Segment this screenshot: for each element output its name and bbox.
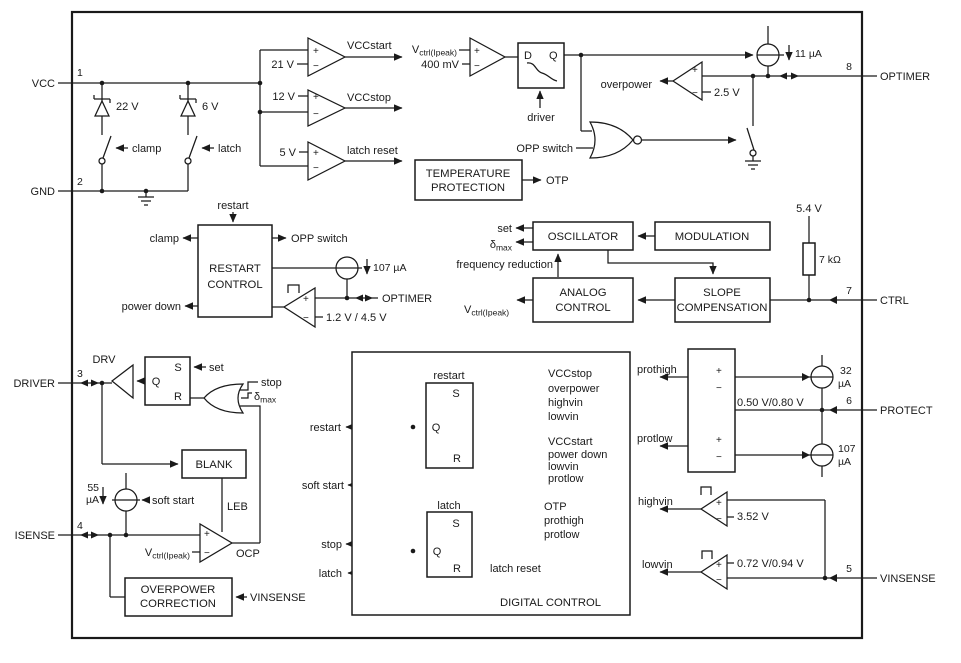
threshold-12v: 12 V	[272, 91, 295, 103]
slope-comp-line1: SLOPE	[703, 287, 741, 299]
svg-text:R: R	[453, 453, 461, 465]
s1-vccstop: VCCstop	[548, 368, 593, 380]
svg-text:−: −	[716, 575, 722, 586]
svg-text:−: −	[313, 163, 319, 174]
vccstop-label: VCCstop	[347, 92, 392, 104]
pin-number-7: 7	[846, 285, 852, 297]
dmax-in-label: $\delta_{max}$	[254, 391, 277, 405]
vccstart-label: VCCstart	[347, 40, 392, 52]
restart-in-label: restart	[217, 200, 249, 212]
r1-power-down: power down	[548, 449, 608, 461]
svg-text:R: R	[453, 563, 461, 575]
pin-number-3: 3	[77, 368, 83, 380]
analog-control-line2: CONTROL	[555, 302, 611, 314]
resistor-7k-label: 7 kΩ	[819, 254, 841, 266]
overpower-correction-line2: CORRECTION	[140, 598, 216, 610]
svg-text:+: +	[474, 46, 480, 57]
vctrl-ipeak-top-label: $V_{ctrl(Ipeak)}$	[411, 44, 457, 58]
restart-control-line1: RESTART	[209, 263, 261, 275]
current-107-label: 107	[838, 443, 856, 455]
pin-number-2: 2	[77, 176, 83, 188]
latch-reset-in-label: latch reset	[490, 563, 541, 575]
s1-lowvin: lowvin	[548, 411, 579, 423]
svg-text:S: S	[452, 518, 460, 530]
drv-latch-q: Q	[151, 376, 161, 388]
pin-optimer-label: OPTIMER	[880, 71, 931, 83]
s2-prothigh: prothigh	[544, 515, 584, 527]
optimer-net-label: OPTIMER	[382, 293, 433, 305]
svg-text:+: +	[313, 148, 319, 159]
drv-latch-r: R	[174, 391, 182, 403]
latch-out-label: latch	[318, 568, 342, 580]
latch-switch-label: latch	[218, 143, 242, 155]
slope-compensation-box	[675, 278, 770, 322]
flipflop-d-label: D	[524, 50, 532, 62]
svg-text:−: −	[313, 109, 319, 120]
drv-label: DRV	[92, 354, 116, 366]
supply-5v4-label: 5.4 V	[796, 203, 822, 215]
latch-latch-title: latch	[437, 500, 461, 512]
set-in-label: set	[209, 362, 224, 374]
svg-text:+: +	[313, 92, 319, 103]
clamp-switch-label: clamp	[132, 143, 162, 155]
pin-protect-label: PROTECT	[880, 405, 933, 417]
ref-400mv-label: 400 mV	[421, 59, 459, 71]
svg-text:+: +	[716, 560, 722, 571]
svg-text:−: −	[313, 61, 319, 72]
current-32ua-unit: µA	[838, 378, 852, 390]
svg-text:+: +	[204, 529, 210, 540]
svg-text:−: −	[474, 61, 480, 72]
driver-label: driver	[527, 112, 555, 124]
svg-text:+: +	[303, 294, 309, 305]
modulation-title: MODULATION	[674, 231, 750, 243]
current-32-label: 32	[840, 365, 852, 377]
vctrl-ipeak-analog-label: $V_{ctrl(Ipeak)}$	[464, 304, 510, 318]
vctrl-ipeak-ocp-label: $V_{ctrl(Ipeak)}$	[144, 547, 190, 561]
current-55ua-unit: µA	[85, 494, 99, 506]
pin-number-4: 4	[77, 520, 83, 532]
ocp-label: OCP	[236, 548, 260, 560]
opp-switch-out-label: OPP switch	[291, 233, 348, 245]
zener-6v-label: 6 V	[202, 101, 219, 113]
threshold-21v: 21 V	[271, 59, 294, 71]
pin-ctrl-label: CTRL	[880, 295, 909, 307]
zener-22v-label: 22 V	[116, 101, 139, 113]
latch-switch	[185, 158, 191, 164]
r1-lowvin: lowvin	[548, 461, 579, 473]
svg-text:+: +	[716, 435, 722, 446]
pin-vcc-label: VCC	[31, 78, 55, 90]
ref-2v5-label: 2.5 V	[714, 87, 740, 99]
svg-text:+: +	[692, 65, 698, 76]
pin-isense-label: ISENSE	[14, 530, 55, 542]
protect-comparator-box	[688, 349, 735, 472]
threshold-0v72-label: 0.72 V/0.94 V	[737, 558, 804, 570]
svg-text:+: +	[313, 46, 319, 57]
restart-control-line2: CONTROL	[207, 279, 263, 291]
soft-start-out-label: soft start	[301, 480, 344, 492]
oscillator-title: OSCILLATOR	[547, 231, 619, 243]
set-out-label: set	[497, 223, 512, 235]
pin-driver-label: DRIVER	[13, 378, 55, 390]
current-55-label: 55	[87, 482, 99, 494]
svg-text:Q: Q	[431, 422, 441, 434]
svg-text:−: −	[716, 383, 722, 394]
digital-control-title: DIGITAL CONTROL	[500, 597, 602, 609]
protlow-label: protlow	[637, 433, 673, 445]
s2-otp: OTP	[544, 501, 567, 513]
s1-highvin: highvin	[548, 397, 583, 409]
optimer-ground-switch	[750, 150, 756, 156]
overpower-correction-line1: OVERPOWER	[140, 584, 216, 596]
blank-title: BLANK	[195, 459, 233, 471]
temp-protection-line2: PROTECTION	[430, 182, 506, 194]
opp-switch-in-label: OPP switch	[516, 143, 573, 155]
clamp-out-label: clamp	[149, 233, 179, 245]
leb-label: LEB	[227, 501, 248, 513]
analog-control-line1: ANALOG	[559, 287, 607, 299]
threshold-3v52-label: 3.52 V	[737, 511, 769, 523]
latch-reset-label: latch reset	[347, 145, 398, 157]
current-11ua-label: 11 µA	[795, 48, 822, 60]
r1-protlow: protlow	[548, 473, 584, 485]
stop-out-label: stop	[321, 539, 342, 551]
svg-text:S: S	[452, 388, 460, 400]
highvin-label: highvin	[638, 496, 673, 508]
restart-out-label: restart	[309, 422, 341, 434]
resistor-7k	[803, 243, 815, 275]
pin-gnd-label: GND	[30, 186, 55, 198]
lowvin-label: lowvin	[642, 559, 673, 571]
flipflop-q-label: Q	[549, 50, 558, 62]
nor-bubble	[634, 136, 642, 144]
latch-sr-latch	[427, 512, 472, 577]
dmax-out-label: $\delta_{max}$	[489, 239, 512, 253]
svg-text:−: −	[204, 548, 210, 559]
r1-vccstart: VCCstart	[548, 436, 593, 448]
overpower-label: overpower	[600, 79, 652, 91]
protect-threshold-label: 0.50 V/0.80 V	[737, 397, 804, 409]
pin-number-5: 5	[846, 563, 852, 575]
restart-latch-title: restart	[433, 370, 465, 382]
s2-protlow: protlow	[544, 529, 580, 541]
stop-in-label: stop	[261, 377, 282, 389]
svg-text:−: −	[692, 88, 698, 99]
vinsense-in-label: VINSENSE	[250, 592, 306, 604]
temp-protection-line1: TEMPERATURE	[425, 168, 511, 180]
pin-vinsense-label: VINSENSE	[880, 573, 936, 585]
current-107ua-unit: µA	[838, 456, 852, 468]
svg-text:−: −	[303, 313, 309, 324]
otp-label: OTP	[546, 175, 569, 187]
analog-control-box	[533, 278, 633, 322]
svg-text:−: −	[716, 452, 722, 463]
soft-start-in-label: soft start	[152, 495, 195, 507]
frequency-reduction-label: frequency reduction	[456, 259, 553, 271]
svg-text:+: +	[716, 366, 722, 377]
threshold-5v: 5 V	[279, 147, 296, 159]
power-down-label: power down	[121, 301, 181, 313]
ref-1v2-4v5-label: 1.2 V / 4.5 V	[326, 312, 387, 324]
svg-text:+: +	[716, 498, 722, 509]
drv-latch-s: S	[174, 362, 182, 374]
svg-text:Q: Q	[432, 546, 442, 558]
pin-number-8: 8	[846, 61, 852, 73]
slope-comp-line2: COMPENSATION	[676, 302, 768, 314]
clamp-switch	[99, 158, 105, 164]
pin-number-6: 6	[846, 395, 852, 407]
prothigh-label: prothigh	[637, 364, 677, 376]
svg-text:−: −	[716, 514, 722, 525]
temperature-protection-box	[415, 160, 522, 200]
current-107ua-label: 107 µA	[373, 262, 407, 274]
s1-overpower: overpower	[548, 383, 600, 395]
pin-number-1: 1	[77, 67, 83, 79]
